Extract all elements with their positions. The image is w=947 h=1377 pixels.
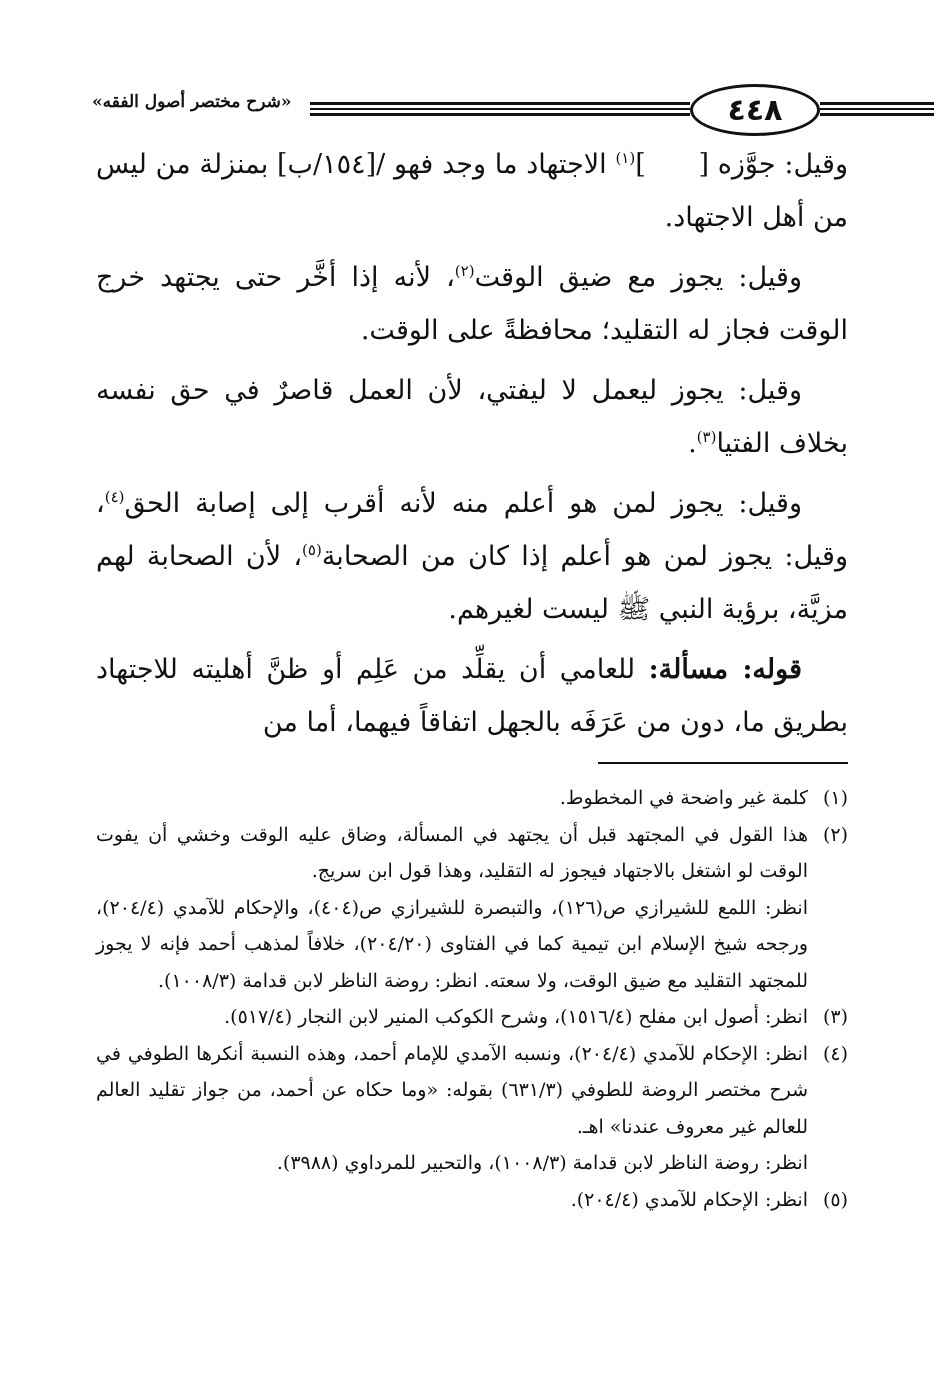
- footnote-line: هذا القول في المجتهد قبل أن يجتهد في المسألة، وضاق عليه الوقت وخشي أن يفوت الوقت لو اشتغل بالاجتهاد فيجوز له التقليد، وهذا قول ابن سريج.: [96, 823, 808, 882]
- p5-text: للعامي أن يقلِّد من عَلِم أو ظنَّ أهليته للاجتهاد بطريق ما، دون من عَرَفَه بالجهل اتفاقاً فيهما، أما من: [96, 654, 848, 738]
- footnote-2: [96, 817, 848, 1000]
- page-number-badge: [690, 84, 820, 136]
- p1-text-c: الاجتهاد ما وجد فهو /[١٥٤/ب] بمنزلة من ليس من أهل الاجتهاد.: [96, 149, 848, 233]
- footnote-number: (٣): [822, 1006, 848, 1028]
- footnote-ref-3[interactable]: (٣): [696, 428, 717, 446]
- p4-text-a: وقيل: يجوز لمن هو أعلم منه لأنه أقرب إلى إصابة الحق: [124, 488, 802, 519]
- header-rule-left: [310, 102, 690, 116]
- page-number: ٤٤٨: [727, 92, 783, 128]
- paragraph-4: [96, 477, 848, 636]
- footnote-ref-5[interactable]: (٥): [302, 541, 322, 559]
- footnote-ref-1[interactable]: (١): [615, 149, 636, 167]
- p4-text-c: ، لأن الصحابة لهم مزيَّة، برؤية النبي ﷺ ليست لغيرهم.: [96, 541, 848, 625]
- paragraph-5: [96, 643, 848, 749]
- footnote-line: انظر: روضة الناظر لابن قدامة (١٠٠٨/٣)، والتحبير للمرداوي (٣٩٨٨).: [276, 1152, 808, 1174]
- paragraph-2: [96, 251, 848, 357]
- p1-gap: [646, 149, 699, 180]
- footnote-1: [96, 780, 848, 817]
- footnote-number: (٥): [822, 1188, 848, 1211]
- running-title: «شرح مختصر أصول الفقه»: [92, 92, 292, 112]
- header-rule-right: [820, 102, 934, 116]
- footnote-line: انظر: الإحكام للآمدي (٢٠٤/٤)، ونسبه الآمدي للإمام أحمد، وهذه النسبة أنكرها الطوفي في شرح مختصر الروضة للطوفي (٦٣١/٣) بقوله: «وما حكاه عن أحمد، من جواز تقليد العالم للعالم غير معروف عندنا» اهـ.: [96, 1042, 809, 1138]
- footnote-line: انظر: الإحكام للآمدي (٢٠٤/٤).: [570, 1188, 808, 1211]
- paragraph-3: [96, 364, 848, 470]
- footnote-line: انظر: أصول ابن مفلح (١٥١٦/٤)، وشرح الكوكب المنير لابن النجار (٥١٧/٤).: [224, 1006, 808, 1028]
- p1-text-b: ]: [635, 149, 646, 180]
- footnote-number: (٢): [822, 823, 848, 846]
- footnote-line: كلمة غير واضحة في المخطوط.: [559, 787, 808, 809]
- main-text: [96, 138, 848, 756]
- footnote-5: [96, 1182, 848, 1219]
- p4-text-b: ، وقيل: يجوز لمن هو أعلم إذا كان من الصحابة: [96, 488, 849, 572]
- footnote-line: انظر: اللمع للشيرازي ص(١٢٦)، والتبصرة للشيرازي ص(٤٠٤)، والإحكام للآمدي (٢٠٤/٤)، ورجحه شيخ الإسلام ابن تيمية كما في الفتاوى (٢٠٤/٢٠)، خلافاً لمذهب أحمد فإنه لا يجوز للمجتهد التقليد مع ضيق الوقت، ولا سعته. انظر: روضة الناظر لابن قدامة (١٠٠٨/٣).: [96, 896, 808, 992]
- paragraph-1: [96, 138, 848, 244]
- footnote-separator: [598, 762, 848, 764]
- p2-text-b: ، لأنه إذا أخَّر حتى يجتهد خرج الوقت فجاز له التقليد؛ محافظةً على الوقت.: [96, 262, 848, 346]
- footnote-ref-4[interactable]: (٤): [104, 488, 125, 506]
- p3-text-a: وقيل: يجوز ليعمل لا ليفتي، لأن العمل قاصرٌ في حق نفسه بخلاف الفتيا: [96, 375, 848, 459]
- footnote-4: [96, 1036, 848, 1182]
- footnote-ref-2[interactable]: (٢): [454, 262, 475, 280]
- p5-lead: قوله: مسألة:: [648, 654, 802, 685]
- footnote-number: (١): [822, 787, 848, 809]
- p3-text-b: .: [688, 428, 697, 459]
- footnote-3: [96, 999, 848, 1036]
- footnote-number: (٤): [822, 1042, 848, 1065]
- footnotes: [96, 780, 848, 1218]
- page-header: [92, 40, 854, 128]
- p1-text-a: وقيل: جوَّزه [: [698, 149, 848, 180]
- p2-text-a: وقيل: يجوز مع ضيق الوقت: [474, 262, 803, 293]
